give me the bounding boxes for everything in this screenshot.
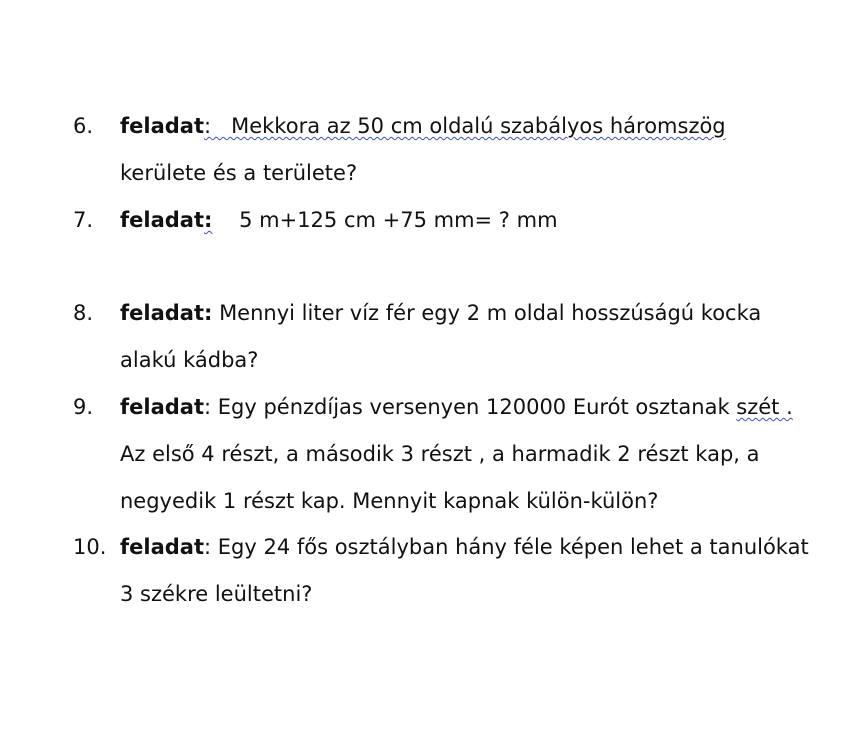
task-9-text-flagged: szét . — [736, 395, 793, 419]
task-8-line-1 — [120, 290, 761, 337]
task-9-label: feladat — [120, 395, 204, 419]
task-10-number: 10. — [73, 535, 107, 559]
task-6-label: feladat — [120, 114, 204, 138]
task-8-number: 8. — [73, 301, 94, 325]
task-10-text: : Egy 24 fős osztályban hány féle képen lehet a tanulókat — [204, 535, 809, 559]
task-7-separator: : — [204, 208, 213, 232]
task-9-text: : Egy pénzdíjas versenyen 120000 Eurót osztanak — [204, 395, 737, 419]
task-6-separator: : Mekkora az 50 cm oldalú szabályos háromszög — [204, 114, 726, 138]
task-7-text: 5 m+125 cm +75 mm= ? mm — [212, 208, 558, 232]
task-7-number: 7. — [73, 208, 94, 232]
task-6-text: Mekkora az 50 cm oldalú szabályos háromszög — [211, 114, 726, 138]
task-10-line-2: 3 székre leültetni? — [120, 582, 313, 606]
task-8-text: Mennyi liter víz fér egy 2 m oldal hosszúságú kocka — [212, 301, 762, 325]
task-7-label: feladat — [120, 208, 204, 232]
task-10-label: feladat — [120, 535, 204, 559]
task-6-line-1 — [120, 103, 726, 150]
task-9-line-2: Az első 4 részt, a második 3 részt , a harmadik 2 részt kap, a — [120, 442, 760, 466]
task-8-line-2: alakú kádba? — [120, 348, 259, 372]
task-8-label: feladat: — [120, 301, 213, 325]
task-9-line-3: negyedik 1 részt kap. Mennyit kapnak külön-külön? — [120, 489, 659, 513]
task-6-line-2: kerülete és a területe? — [120, 161, 358, 185]
task-10-line-1 — [120, 524, 809, 571]
task-9-number: 9. — [73, 395, 94, 419]
task-9-line-1 — [120, 384, 793, 431]
task-6-number: 6. — [73, 114, 94, 138]
task-7-line-1 — [120, 197, 558, 244]
